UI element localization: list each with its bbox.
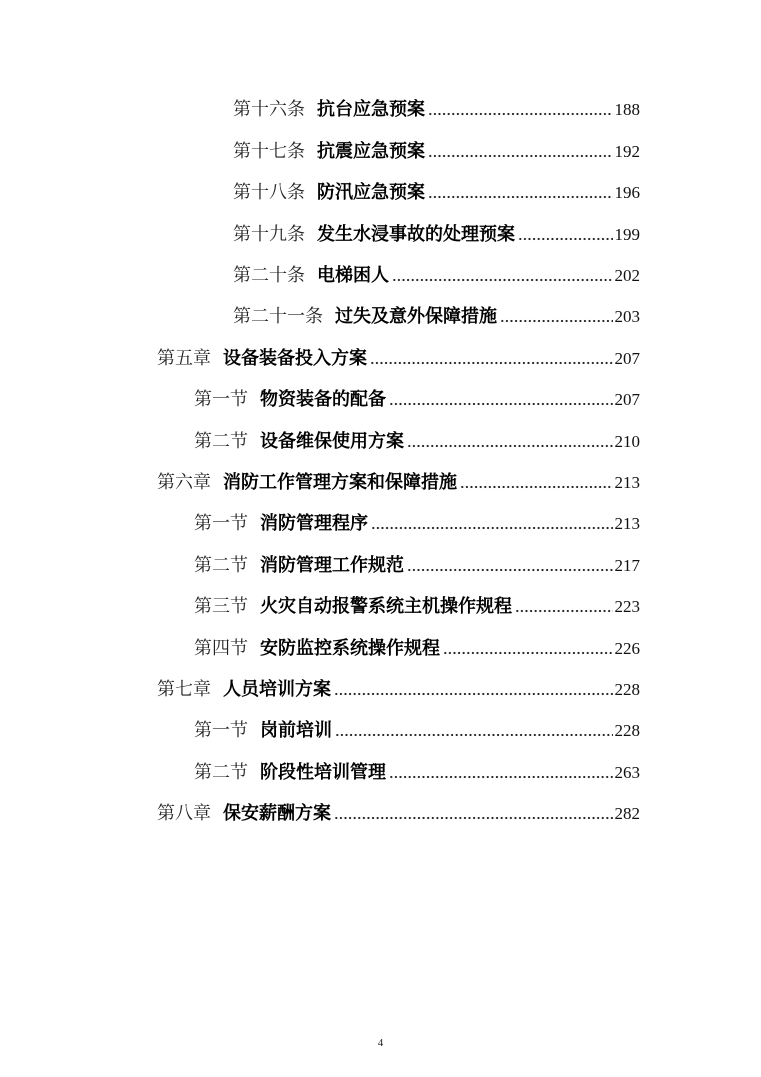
dot-leader — [389, 401, 613, 407]
toc-entry-title: 人员培训方案 — [223, 679, 331, 700]
toc-entry-title: 阶段性培训管理 — [260, 762, 386, 783]
toc-entry-title: 岗前培训 — [260, 720, 332, 741]
toc-entry-number: 第二十条 — [233, 265, 305, 286]
toc-entry-page: 192 — [614, 142, 640, 161]
toc-entry-page: 188 — [614, 100, 640, 119]
toc-entry-number: 第二节 — [194, 555, 248, 576]
toc-entry-title: 过失及意外保障措施 — [335, 306, 497, 327]
dot-leader — [443, 650, 613, 656]
dot-leader — [500, 318, 613, 324]
toc-entry-page: 217 — [614, 556, 640, 575]
toc-entry-number: 第二十一条 — [233, 306, 323, 327]
toc-entry-article-18[interactable] — [233, 178, 640, 208]
toc-entry-section-7-1[interactable] — [194, 716, 640, 746]
toc-entry-number: 第二节 — [194, 431, 248, 452]
toc-entry-page: 210 — [614, 432, 640, 451]
toc-entry-number: 第一节 — [194, 389, 248, 410]
dot-leader — [428, 153, 613, 159]
dot-leader — [407, 443, 613, 449]
toc-entry-section-5-1[interactable] — [194, 385, 640, 415]
toc-entry-article-21[interactable] — [233, 302, 640, 332]
toc-entry-title: 抗台应急预案 — [317, 99, 425, 120]
toc-entry-title: 保安薪酬方案 — [223, 803, 331, 824]
toc-entry-number: 第十八条 — [233, 182, 305, 203]
toc-entry-title: 消防管理工作规范 — [260, 555, 404, 576]
toc-entry-section-5-2[interactable] — [194, 427, 640, 457]
dot-leader — [335, 732, 613, 738]
toc-entry-article-17[interactable] — [233, 137, 640, 167]
toc-entry-chapter-8[interactable] — [157, 799, 640, 829]
toc-entry-number: 第三节 — [194, 596, 248, 617]
toc-entry-page: 263 — [614, 763, 640, 782]
toc-entry-number: 第七章 — [157, 679, 211, 700]
toc-entry-title: 设备维保使用方案 — [260, 431, 404, 452]
toc-entry-title: 防汛应急预案 — [317, 182, 425, 203]
dot-leader — [515, 608, 613, 614]
dot-leader — [392, 277, 613, 283]
dot-leader — [518, 236, 613, 242]
dot-leader — [334, 815, 613, 821]
toc-entry-page: 223 — [614, 597, 640, 616]
toc-entry-page: 199 — [614, 225, 640, 244]
toc-entry-article-19[interactable] — [233, 220, 640, 250]
toc-entry-number: 第一节 — [194, 720, 248, 741]
toc-entry-number: 第十九条 — [233, 224, 305, 245]
toc-entry-section-6-1[interactable] — [194, 509, 640, 539]
toc-entry-number: 第二节 — [194, 762, 248, 783]
toc-entry-section-6-2[interactable] — [194, 551, 640, 581]
toc-entry-page: 228 — [614, 721, 640, 740]
toc-entry-page: 202 — [614, 266, 640, 285]
toc-entry-title: 抗震应急预案 — [317, 141, 425, 162]
toc-entry-title: 消防工作管理方案和保障措施 — [223, 472, 457, 493]
toc-entry-page: 196 — [614, 183, 640, 202]
toc-entry-title: 物资装备的配备 — [260, 389, 386, 410]
toc-entry-section-7-2[interactable] — [194, 758, 640, 788]
toc-entry-page: 282 — [614, 804, 640, 823]
toc-entry-page: 213 — [614, 473, 640, 492]
dot-leader — [460, 484, 613, 490]
dot-leader — [370, 360, 613, 366]
dot-leader — [407, 567, 613, 573]
toc-entry-page: 207 — [614, 390, 640, 409]
toc-entry-chapter-6[interactable] — [157, 468, 640, 498]
toc-entry-article-20[interactable] — [233, 261, 640, 291]
dot-leader — [371, 525, 613, 531]
toc-entry-page: 226 — [614, 639, 640, 658]
toc-entry-page: 228 — [614, 680, 640, 699]
toc-entry-number: 第十六条 — [233, 99, 305, 120]
toc-entry-title: 设备装备投入方案 — [223, 348, 367, 369]
toc-entry-title: 安防监控系统操作规程 — [260, 638, 440, 659]
toc-entry-number: 第五章 — [157, 348, 211, 369]
toc-entry-section-6-3[interactable] — [194, 592, 640, 622]
page-number: 4 — [377, 1037, 384, 1049]
toc-entry-section-6-4[interactable] — [194, 634, 640, 664]
toc-entry-number: 第一节 — [194, 513, 248, 534]
toc-entry-title: 消防管理程序 — [260, 513, 368, 534]
dot-leader — [428, 194, 613, 200]
toc-entry-number: 第六章 — [157, 472, 211, 493]
toc-entry-number: 第八章 — [157, 803, 211, 824]
toc-entry-number: 第十七条 — [233, 141, 305, 162]
toc-entry-chapter-7[interactable] — [157, 675, 640, 705]
dot-leader — [389, 774, 613, 780]
toc-entry-article-16[interactable] — [233, 95, 640, 125]
toc-entry-page: 203 — [614, 307, 640, 326]
toc-entry-number: 第四节 — [194, 638, 248, 659]
toc-entry-page: 207 — [614, 349, 640, 368]
dot-leader — [428, 111, 613, 117]
toc-entry-title: 发生水浸事故的处理预案 — [317, 224, 515, 245]
toc-entry-title: 火灾自动报警系统主机操作规程 — [260, 596, 512, 617]
toc-entry-title: 电梯困人 — [317, 265, 389, 286]
toc-entry-page: 213 — [614, 514, 640, 533]
toc-entry-chapter-5[interactable] — [157, 344, 640, 374]
dot-leader — [334, 691, 613, 697]
